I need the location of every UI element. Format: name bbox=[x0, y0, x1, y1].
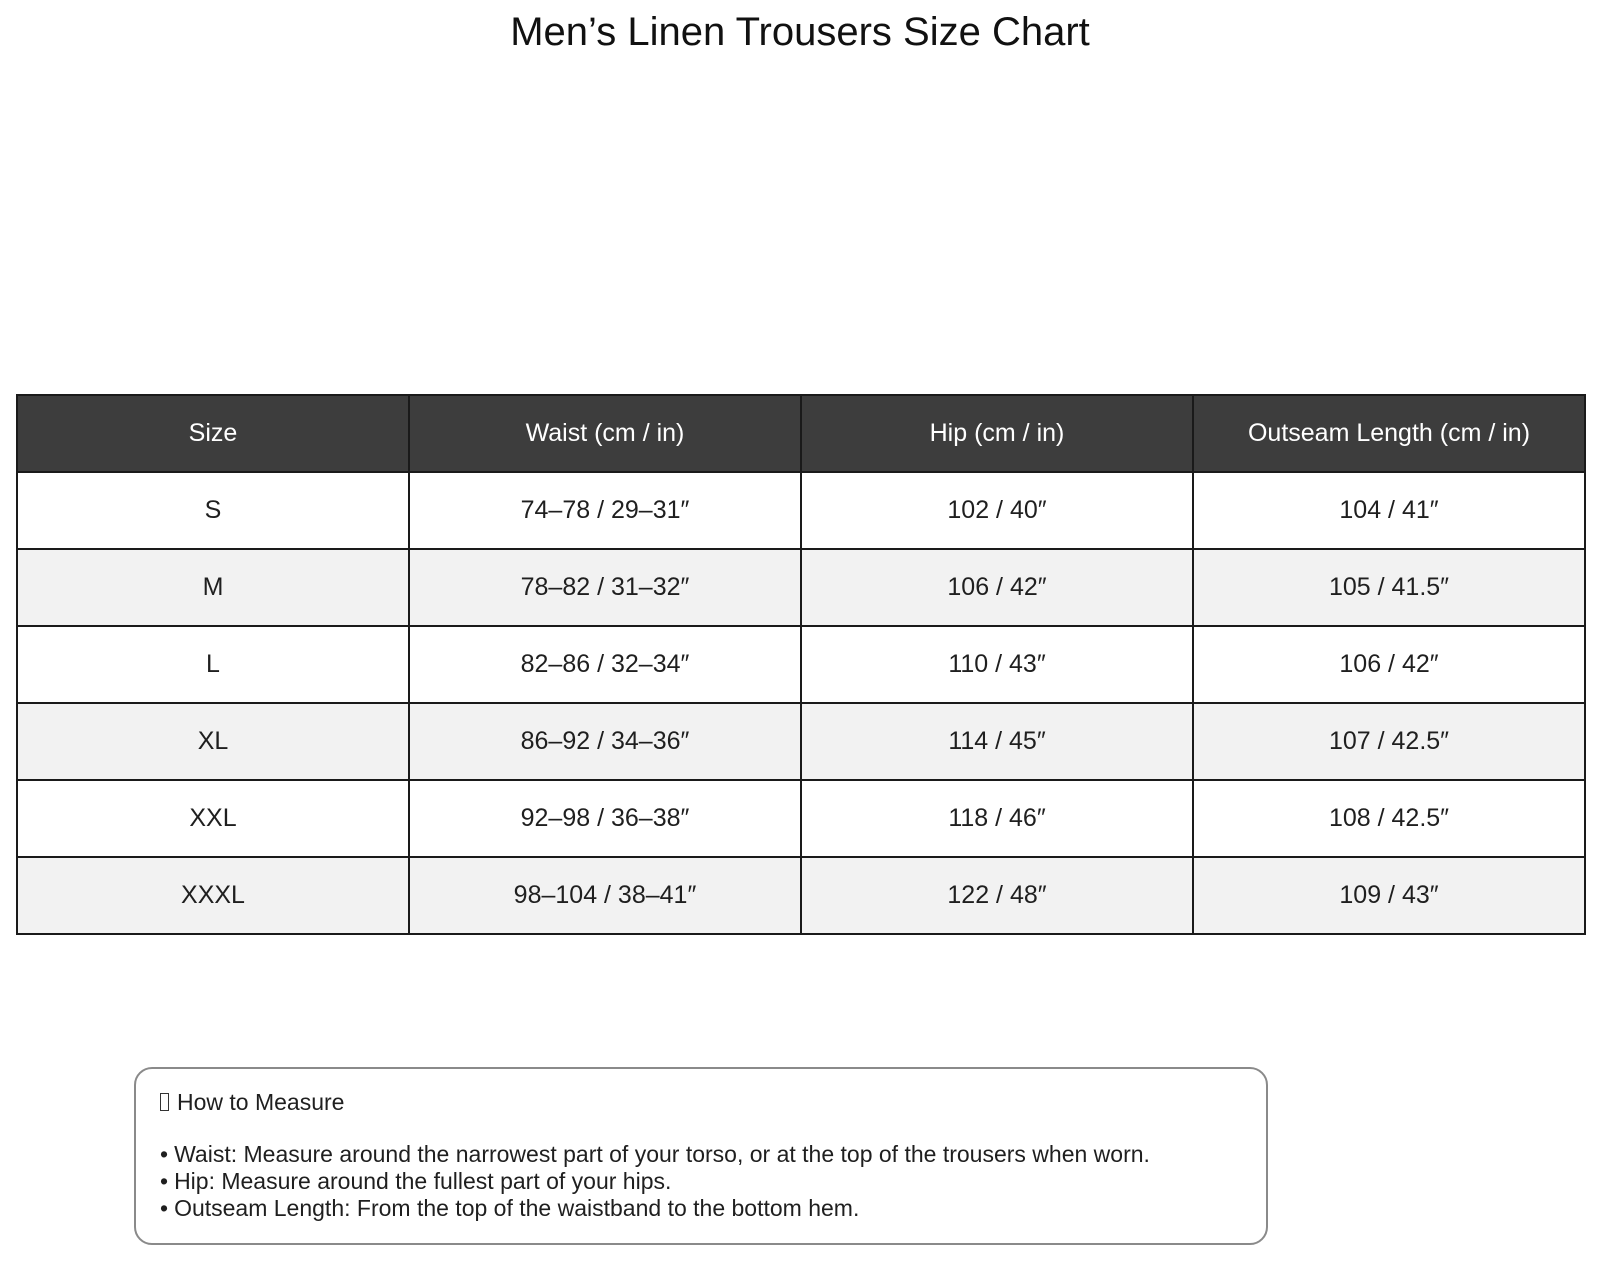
hip-cell: 122 / 48″ bbox=[801, 857, 1193, 934]
column-header-size: Size bbox=[17, 395, 409, 472]
list-item: • Hip: Measure around the fullest part of your hips. bbox=[160, 1168, 1242, 1195]
size-chart-table bbox=[16, 394, 1586, 935]
hip-cell: 118 / 46″ bbox=[801, 780, 1193, 857]
table-row bbox=[17, 626, 1585, 703]
column-header-hip: Hip (cm / in) bbox=[801, 395, 1193, 472]
hip-cell: 110 / 43″ bbox=[801, 626, 1193, 703]
size-cell: XXL bbox=[17, 780, 409, 857]
how-to-measure-box bbox=[134, 1067, 1268, 1245]
table-row bbox=[17, 857, 1585, 934]
page-title: Men’s Linen Trousers Size Chart bbox=[510, 10, 1090, 54]
outseam-cell: 109 / 43″ bbox=[1193, 857, 1585, 934]
column-header-waist: Waist (cm / in) bbox=[409, 395, 801, 472]
how-to-measure-title: How to Measure bbox=[177, 1089, 345, 1115]
hip-cell: 114 / 45″ bbox=[801, 703, 1193, 780]
size-cell: M bbox=[17, 549, 409, 626]
outseam-cell: 108 / 42.5″ bbox=[1193, 780, 1585, 857]
hip-cell: 102 / 40″ bbox=[801, 472, 1193, 549]
column-header-outseam: Outseam Length (cm / in) bbox=[1193, 395, 1585, 472]
table-row bbox=[17, 549, 1585, 626]
waist-cell: 92–98 / 36–38″ bbox=[409, 780, 801, 857]
waist-cell: 78–82 / 31–32″ bbox=[409, 549, 801, 626]
outseam-cell: 104 / 41″ bbox=[1193, 472, 1585, 549]
outseam-cell: 105 / 41.5″ bbox=[1193, 549, 1585, 626]
table-header-row bbox=[17, 395, 1585, 472]
waist-cell: 82–86 / 32–34″ bbox=[409, 626, 801, 703]
ruler-icon bbox=[160, 1093, 169, 1111]
outseam-cell: 107 / 42.5″ bbox=[1193, 703, 1585, 780]
how-to-measure-heading bbox=[160, 1087, 1242, 1117]
waist-cell: 86–92 / 34–36″ bbox=[409, 703, 801, 780]
table-row bbox=[17, 472, 1585, 549]
waist-cell: 98–104 / 38–41″ bbox=[409, 857, 801, 934]
size-cell: XL bbox=[17, 703, 409, 780]
table-row bbox=[17, 780, 1585, 857]
outseam-cell: 106 / 42″ bbox=[1193, 626, 1585, 703]
table-row bbox=[17, 703, 1585, 780]
list-item: • Outseam Length: From the top of the waistband to the bottom hem. bbox=[160, 1195, 1242, 1222]
waist-cell: 74–78 / 29–31″ bbox=[409, 472, 801, 549]
hip-cell: 106 / 42″ bbox=[801, 549, 1193, 626]
size-cell: XXXL bbox=[17, 857, 409, 934]
size-cell: L bbox=[17, 626, 409, 703]
size-cell: S bbox=[17, 472, 409, 549]
how-to-measure-list bbox=[160, 1141, 1242, 1222]
list-item: • Waist: Measure around the narrowest part of your torso, or at the top of the trousers when worn. bbox=[160, 1141, 1242, 1168]
